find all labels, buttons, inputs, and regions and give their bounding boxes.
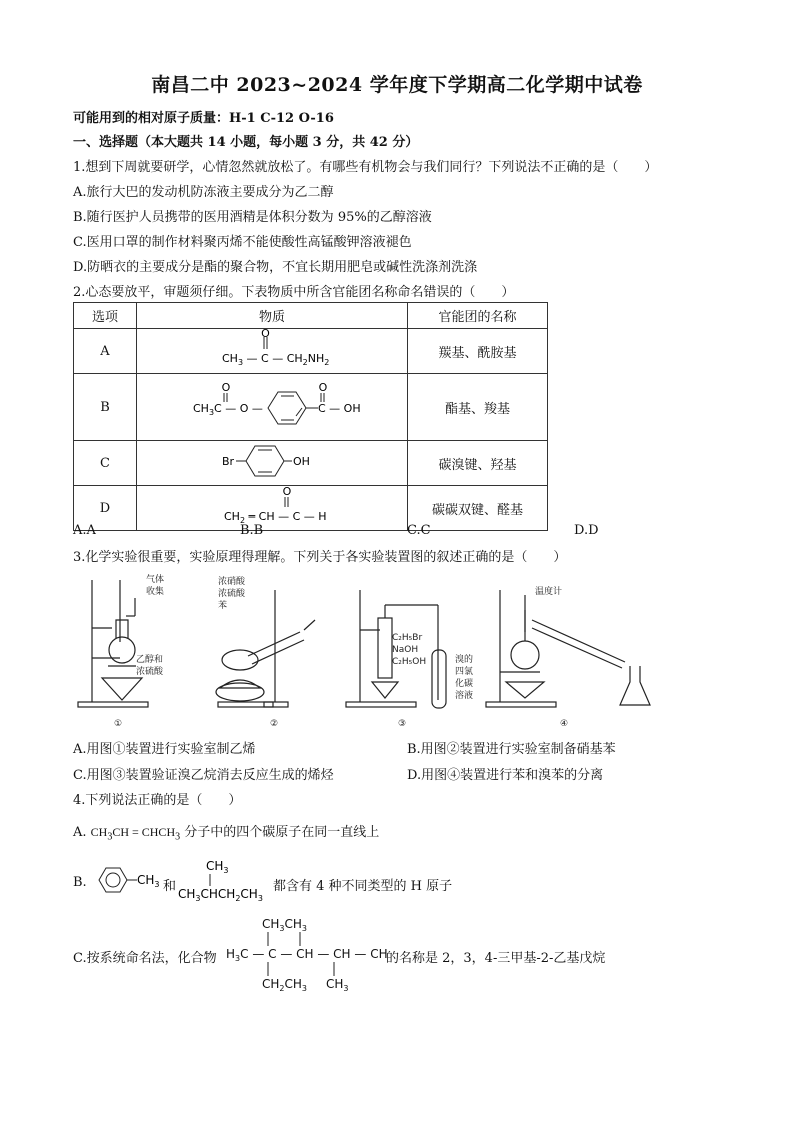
structure-d-drawing: [138, 486, 406, 526]
q2-stem: 2.心态要放平，审题须仔细。下表物质中所含官能团名称命名错误的（ ）: [73, 285, 515, 300]
row-group: 羰基、酰胺基: [408, 329, 548, 374]
q4-option-b-and: 和: [163, 879, 177, 894]
svg-text:④: ④: [560, 719, 569, 729]
q4-option-b-text: 都含有 4 种不同类型的 H 原子: [273, 879, 453, 894]
q3-option-a: A.用图①装置进行实验室制乙烯: [73, 742, 256, 757]
q4-option-a-text: 分子中的四个碳原子在同一直线上: [184, 825, 380, 840]
table-header-row: [74, 303, 548, 329]
q1-option-d: D.防晒衣的主要成分是酯的聚合物，不宜长期用肥皂或碱性洗涤剂洗涤: [73, 260, 478, 275]
table-row: [74, 329, 548, 374]
svg-text:O: O: [282, 486, 292, 498]
q1-option-b: B.随行医护人员携带的医用酒精是体积分数为 95%的乙醇溶液: [73, 210, 432, 225]
q4-option-a: A. $CH_3CH$ = $CHCH_3$ 分子中的四个碳原子在同一直线上: [73, 825, 380, 843]
svg-text:CH3C — O —: $CH_3C$ — O —: [193, 402, 263, 417]
svg-text:浓硫酸: 浓硫酸: [218, 589, 246, 599]
q1-option-c: C.医用口罩的制作材料聚丙烯不能使酸性高锰酸钾溶液褪色: [73, 235, 412, 250]
structure-a: [137, 329, 408, 374]
svg-text:NaOH: NaOH: [392, 645, 419, 655]
svg-text:①: ①: [114, 719, 123, 729]
row-option: D: [74, 486, 137, 531]
svg-text:乙醇和: 乙醇和: [136, 655, 164, 665]
table-row: [74, 486, 548, 531]
svg-text:CH3CH3: $CH_3CH_3$: [262, 917, 307, 933]
atomic-masses: 可能用到的相对原子质量：H-1 C-12 O-16: [73, 111, 334, 126]
structure-b: [137, 374, 408, 441]
svg-text:OH: OH: [293, 455, 310, 468]
isopentane-structure: [176, 858, 276, 904]
svg-text:化碳: 化碳: [455, 679, 474, 689]
svg-text:CH3: $CH_3$: [137, 873, 160, 889]
svg-text:O: O: [261, 329, 270, 340]
q4-option-c-post: 的名称是 2，3，4-三甲基-2-乙基戊烷: [386, 951, 606, 966]
apparatus-figure: [70, 570, 670, 730]
table-row: [74, 441, 548, 486]
q2-answer-a: A.A: [73, 523, 96, 538]
svg-text:CH3CHCH2CH3: $CH_3CHCH_2CH_3$: [178, 887, 263, 903]
q4-option-c-pre: C.按系统命名法，化合物: [73, 951, 217, 966]
svg-text:溶液: 溶液: [455, 691, 474, 701]
q2-table: [73, 302, 548, 531]
svg-text:溴的: 溴的: [455, 655, 474, 665]
row-group: 碳碳双键、醛基: [408, 486, 548, 531]
svg-text:CH2 ═ CH — C — H: $CH_2$ ═ CH — C — H: [224, 510, 327, 525]
q2-answer-c: C.C: [407, 523, 431, 538]
svg-text:H3C — C — CH — CH — CH3: $H_3C$ — C — CH — CH — CH: [226, 947, 388, 963]
row-option: B: [74, 374, 137, 441]
svg-text:C₂H₅Br: C₂H₅Br: [392, 633, 423, 643]
svg-text:Br: Br: [222, 455, 235, 468]
svg-text:CH3: $CH_3$: [326, 977, 349, 993]
q2-answer-b: B.B: [240, 523, 264, 538]
table-row: [74, 374, 548, 441]
header-option: 选项: [74, 303, 137, 329]
svg-text:浓硝酸: 浓硝酸: [218, 577, 246, 587]
q4-option-b-label: B.: [73, 875, 87, 890]
svg-text:②: ②: [270, 719, 279, 729]
svg-text:CH2CH3: $CH_2CH_3$: [262, 977, 307, 993]
q4-stem: 4.下列说法正确的是（ ）: [73, 793, 242, 808]
q1-option-a: A.旅行大巴的发动机防冻液主要成分为乙二醇: [73, 185, 334, 200]
svg-text:③: ③: [398, 719, 407, 729]
structure-b-drawing: [138, 374, 406, 436]
svg-text:苯: 苯: [218, 601, 228, 611]
page-title: 南昌二中 2023~2024 学年度下学期高二化学期中试卷: [151, 74, 643, 96]
structure-c-drawing: [138, 441, 406, 481]
header-group: 官能团的名称: [408, 303, 548, 329]
structure-a-drawing: [138, 329, 406, 369]
q2-answer-d: D.D: [574, 523, 599, 538]
q3-option-b: B.用图②装置进行实验室制备硝基苯: [407, 742, 616, 757]
q3-option-d: D.用图④装置进行苯和溴苯的分离: [407, 768, 604, 783]
row-group: 酯基、羧基: [408, 374, 548, 441]
structure-d: [137, 486, 408, 531]
svg-text:气体: 气体: [146, 575, 165, 585]
svg-text:C — OH: C — OH: [318, 402, 361, 415]
toluene-structure: [95, 862, 167, 898]
section-heading: 一、选择题（本大题共 14 小题，每小题 3 分，共 42 分）: [73, 135, 419, 150]
q3-stem: 3.化学实验很重要，实验原理得理解。下列关于各实验装置图的叙述正确的是（ ）: [73, 550, 567, 565]
svg-text:浓硫酸: 浓硫酸: [136, 667, 164, 677]
svg-text:CH3 — C — CH2NH2: $CH_3$ — C — $CH_2NH_2$: [222, 352, 330, 367]
alkane-structure: [226, 914, 388, 994]
header-substance: 物质: [137, 303, 408, 329]
svg-text:温度计: 温度计: [535, 587, 563, 597]
q3-option-c: C.用图③装置验证溴乙烷消去反应生成的烯烃: [73, 768, 334, 783]
row-option: A: [74, 329, 137, 374]
svg-text:四氯: 四氯: [455, 667, 474, 677]
row-group: 碳溴键、羟基: [408, 441, 548, 486]
svg-text:O: O: [221, 381, 231, 394]
svg-text:CH3: $CH_3$: [206, 859, 229, 875]
structure-c: [137, 441, 408, 486]
svg-text:O: O: [318, 381, 328, 394]
svg-text:收集: 收集: [146, 587, 165, 597]
svg-text:C₂H₅OH: C₂H₅OH: [392, 657, 427, 667]
q1-stem: 1.想到下周就要研学，心情忽然就放松了。有哪些有机物会与我们同行？下列说法不正确的是（ ）: [73, 160, 658, 175]
row-option: C: [74, 441, 137, 486]
